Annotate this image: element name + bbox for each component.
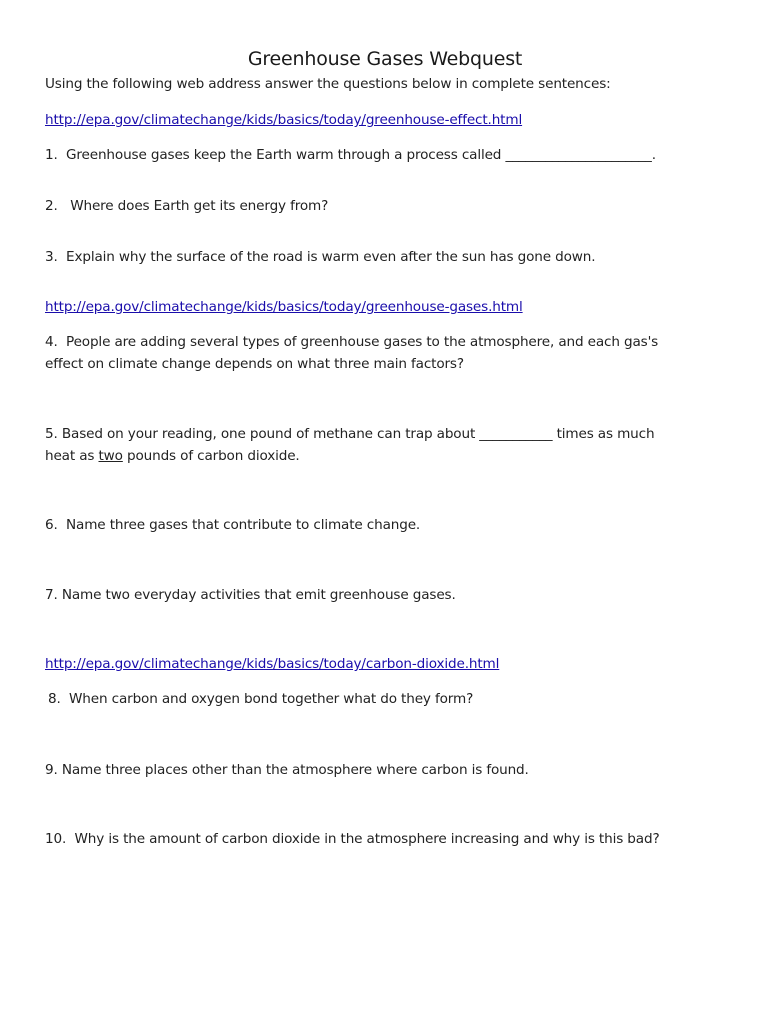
question-text: Name three gases that contribute to climate change. xyxy=(66,517,421,533)
question-number: 7. xyxy=(45,587,58,603)
emphasis-two: two xyxy=(98,448,123,464)
answer-blank: ___________ xyxy=(479,426,553,442)
question-text: Where does Earth get its energy from? xyxy=(70,198,329,214)
question-text-line2-post: pounds of carbon dioxide. xyxy=(127,448,300,464)
question-text: Name two everyday activities that emit greenhouse gases. xyxy=(61,587,456,603)
link-greenhouse-gases[interactable]: http://epa.gov/climatechange/kids/basics/today/greenhouse-gases.html xyxy=(45,299,523,315)
question-text: Why is the amount of carbon dioxide in the atmosphere increasing and why is this bad? xyxy=(74,831,660,847)
question-text-line1: People are adding several types of greenhouse gases to the atmosphere, and each gas's xyxy=(66,334,659,350)
question-3 xyxy=(45,246,735,268)
link-carbon-dioxide[interactable]: http://epa.gov/climatechange/kids/basics/today/carbon-dioxide.html xyxy=(45,656,500,672)
answer-blank: ______________________ xyxy=(505,147,652,163)
question-4 xyxy=(45,331,735,353)
question-number: 10. xyxy=(45,831,67,847)
question-1 xyxy=(45,144,735,166)
question-4-line2 xyxy=(45,353,735,375)
question-text: Based on your reading, one pound of methane can trap about xyxy=(61,426,476,442)
question-text: Name three places other than the atmosphere where carbon is found. xyxy=(61,762,529,778)
question-text-line2-pre: heat as xyxy=(45,448,95,464)
question-text: Explain why the surface of the road is warm even after the sun has gone down. xyxy=(66,249,596,265)
question-6 xyxy=(45,514,735,536)
question-number: 8. xyxy=(48,691,61,707)
question-5 xyxy=(45,423,735,445)
instructions: Using the following web address answer the questions below in complete sentences: xyxy=(45,76,611,92)
question-number: 3. xyxy=(45,249,58,265)
question-text-post: times as much xyxy=(556,426,655,442)
question-number: 2. xyxy=(45,198,58,214)
question-9 xyxy=(45,759,735,781)
question-number: 1. xyxy=(45,147,58,163)
question-5-line2 xyxy=(45,445,735,467)
question-10 xyxy=(45,828,735,850)
question-7 xyxy=(45,584,735,606)
link-greenhouse-effect[interactable]: http://epa.gov/climatechange/kids/basics/today/greenhouse-effect.html xyxy=(45,112,523,128)
question-text: When carbon and oxygen bond together what do they form? xyxy=(69,691,474,707)
question-end: . xyxy=(651,147,656,163)
question-number: 6. xyxy=(45,517,58,533)
page-title: Greenhouse Gases Webquest xyxy=(247,48,523,70)
question-text: Greenhouse gases keep the Earth warm through a process called xyxy=(66,147,502,163)
question-2 xyxy=(45,195,735,217)
question-number: 4. xyxy=(45,334,58,350)
question-number: 5. xyxy=(45,426,58,442)
question-number: 9. xyxy=(45,762,58,778)
question-text-line2: effect on climate change depends on what three main factors? xyxy=(45,356,464,372)
question-8 xyxy=(48,688,738,710)
